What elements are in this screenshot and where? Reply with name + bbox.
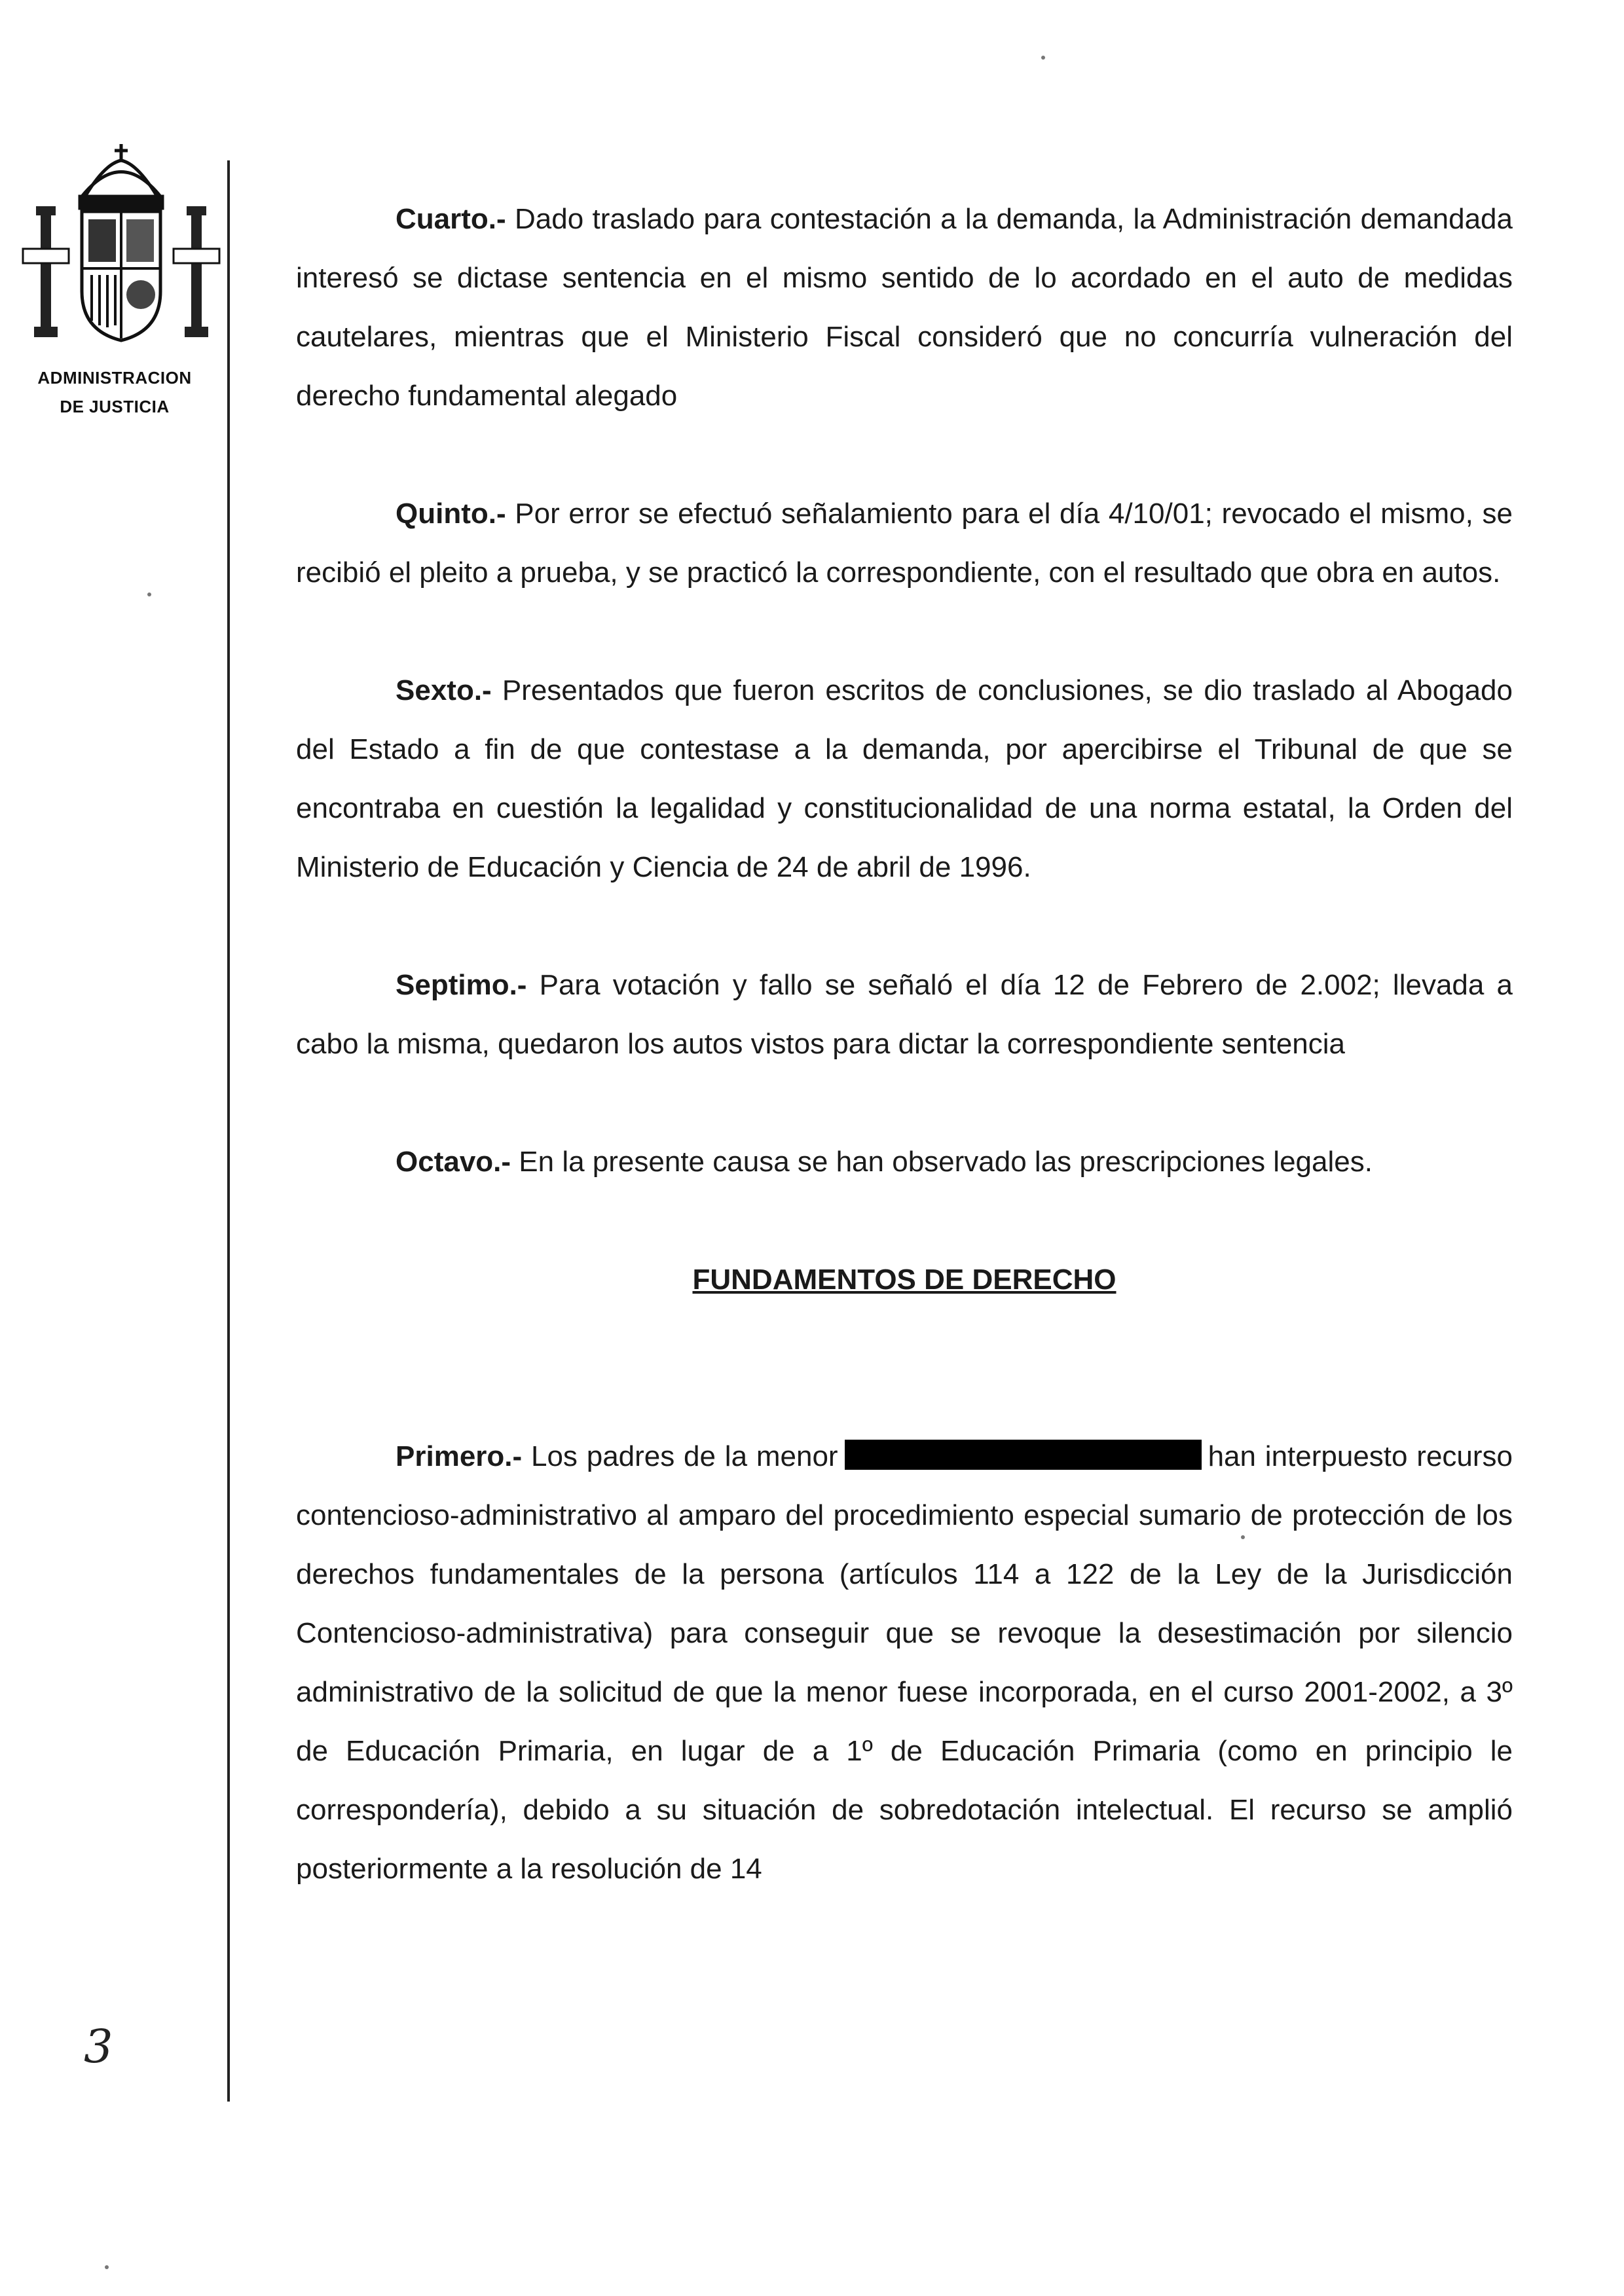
organization-name — [13, 363, 216, 421]
scan-speck — [105, 2265, 109, 2269]
paragraph-label: Septimo.- — [396, 969, 527, 1001]
paragraph-label: Sexto.- — [396, 674, 492, 706]
paragraph-octavo — [296, 1133, 1513, 1192]
paragraph-primero — [296, 1427, 1513, 1899]
paragraph-text-after: han interpuesto recurso contencioso-administrativo al amparo del procedimiento especial sumario de protección de los derechos fundamentales de la persona (artículos 114 a 122 de la Ley de la Jurisdicción Contencioso-administrativa) para conseguir que se revoque la desestimación por silencio administrativo de la solicitud de que la menor fuese incorporada, en el curso 2001-2002, a 3º de Educación Primaria, en lugar de a 1º de Educación Primaria (como en principio le correspondería), debido a su situación de sobredotación intelectual. El recurso se amplió posteriormente a la resolución de 14 — [296, 1440, 1513, 1885]
paragraph-text: Para votación y fallo se señaló el día 12 de Febrero de 2.002; llevada a cabo la misma, quedaron los autos vistos para dictar la correspondiente sentencia — [296, 969, 1513, 1060]
coat-of-arms-icon — [20, 134, 223, 350]
paragraph-text: Por error se efectuó señalamiento para el día 4/10/01; revocado el mismo, se recibió el pleito a prueba, y se practicó la correspondiente, con el resultado que obra en autos. — [296, 498, 1513, 589]
document-body — [296, 190, 1513, 1958]
page-number: 3 — [84, 2020, 113, 2073]
paragraph-sexto — [296, 661, 1513, 897]
paragraph-label: Primero.- — [396, 1440, 523, 1472]
paragraph-text: Dado traslado para contestación a la demanda, la Administración demandada interesó se dictase sentencia en el mismo sentido de lo acordado en el auto de medidas cautelares, mientras que el Ministerio Fiscal consideró que no concurría vulneración del derecho fundamental alegado — [296, 203, 1513, 412]
scan-speck — [1241, 1535, 1245, 1539]
paragraph-text: En la presente causa se han observado las prescripciones legales. — [519, 1146, 1373, 1178]
paragraph-text: Presentados que fueron escritos de conclusiones, se dio traslado al Abogado del Estado a fin de que contestase a la demanda, por apercibirse el Tribunal de que se encontraba en cuestión la legalidad y constitucionalidad de una norma estatal, la Orden del Ministerio de Educación y Ciencia de 24 de abril de 1996. — [296, 674, 1513, 883]
section-heading: FUNDAMENTOS DE DERECHO — [692, 1264, 1116, 1296]
org-name-line2: DE JUSTICIA — [60, 397, 170, 416]
org-name-line1: ADMINISTRACION — [37, 368, 192, 388]
paragraph-label: Octavo.- — [396, 1146, 511, 1178]
paragraph-label: Quinto.- — [396, 498, 506, 530]
paragraph-text-before: Los padres de la menor — [530, 1440, 838, 1472]
scan-speck — [1041, 56, 1045, 60]
redaction-bar — [845, 1440, 1202, 1470]
paragraph-cuarto — [296, 190, 1513, 426]
paragraph-quinto — [296, 484, 1513, 602]
paragraph-label: Cuarto.- — [396, 203, 506, 235]
paragraph-septimo — [296, 956, 1513, 1074]
scan-speck — [147, 592, 151, 596]
sidebar — [0, 0, 229, 2296]
margin-rule — [227, 160, 230, 2102]
